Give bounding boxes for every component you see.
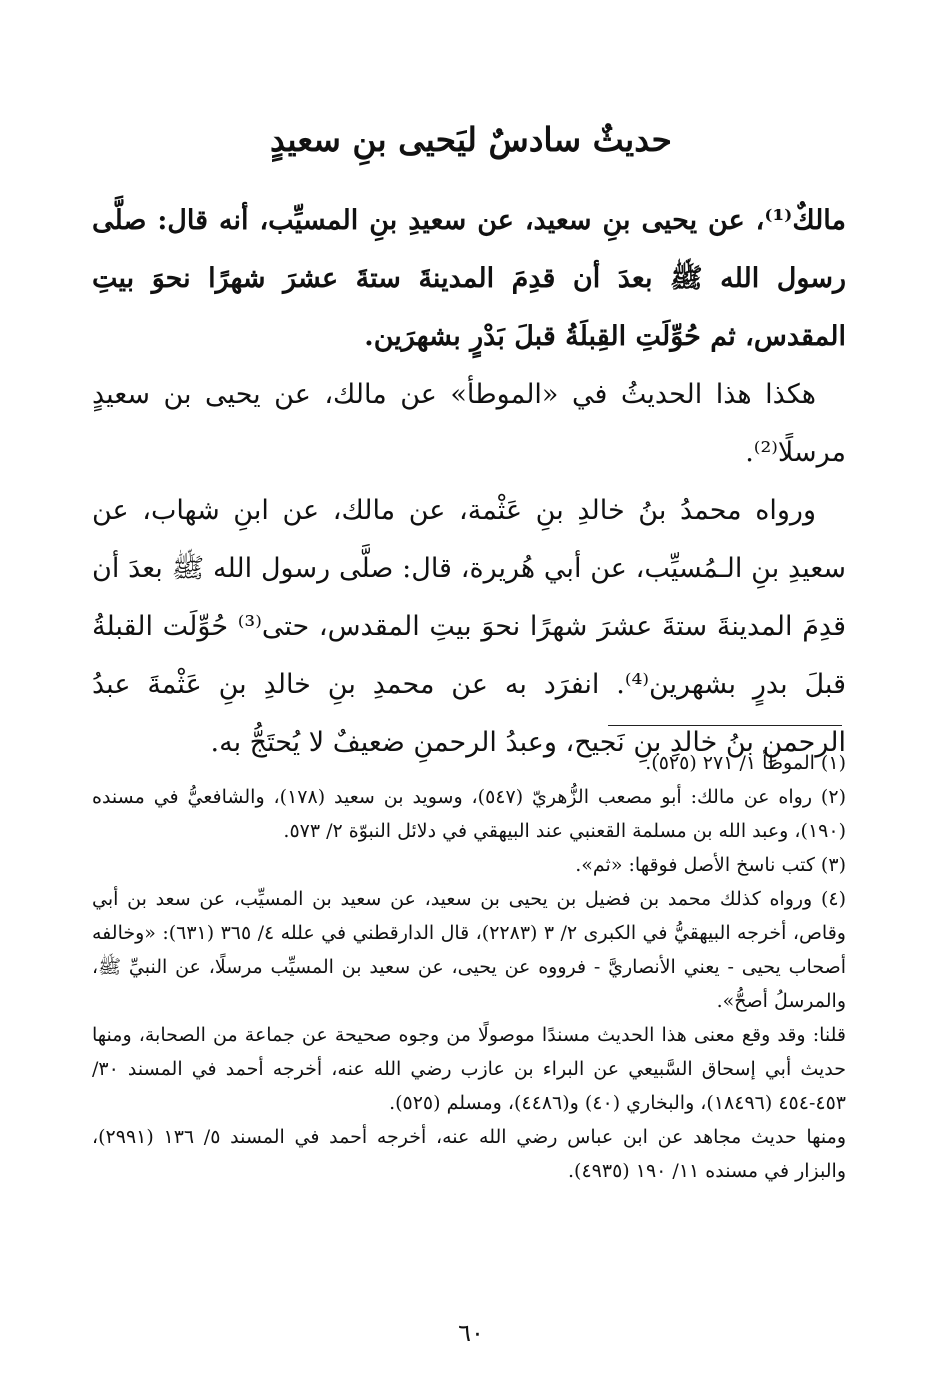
footnote-continuation: ومنها حديث مجاهد عن ابن عباس رضي الله عنه، أخرجه أحمد في المسند ٥/ ١٣٦ (٢٩٩١)، والبزار في مسنده ١١/ ١٩٠ (٤٩٣٥).: [92, 1126, 846, 1182]
main-text: [92, 192, 846, 772]
footnote-1: (١) الموطأ ١/ ٢٧١ (٥٢٥).: [645, 752, 846, 774]
commentary-paragraph: هكذا هذا الحديثُ في «الموطأ» عن مالك، عن يحيى بن سعيدٍ مرسلًا⁽²⁾.: [92, 379, 846, 468]
footnote-divider: [608, 725, 842, 726]
footnote-2: (٢) رواه عن مالك: أبو مصعب الزُّهريّ (٥٤٧)، وسويد بن سعيد (١٧٨)، والشافعيُّ في مسنده (١٩٠)، وعبد الله بن مسلمة القعنبي عند البيهقي في دلائل النبوّة ٢/ ٥٧٣.: [92, 786, 846, 842]
footnote-4: (٤) ورواه كذلك محمد بن فضيل بن يحيى بن سعيد، عن سعيد بن المسيِّب، عن سعد بن أبي وقاص، أخرجه البيهقيُّ في الكبرى ٢/ ٣ (٢٢٨٣)، قال الدارقطني في علله ٤/ ٣٦٥ (٦٣١): «وخالفه أصحاب يحيى - يعني الأنصاريَّ - فرووه عن يحيى، عن سعيد بن المسيِّب مرسلًا، عن النبيِّ ﷺ، والمرسلُ أصحُّ».: [92, 888, 846, 1012]
page-number: ٦٠: [458, 1319, 484, 1347]
footnote-3: (٣) كتب ناسخ الأصل فوقها: «ثم».: [575, 854, 846, 876]
section-title: حديثٌ سادسٌ ليَحيى بنِ سعيدٍ: [270, 120, 672, 159]
footnotes-section: [92, 746, 846, 1188]
footnote-continuation: قلنا: وقد وقع معنى هذا الحديث مسندًا موصولًا من وجوه صحيحة عن جماعة من الصحابة، ومنها حديث أبي إسحاق السَّبيعي عن البراء بن عازب رضي الله عنه، أخرجه أحمد في المسند ٣٠/ ٤٥٣-٤٥٤ (١٨٤٩٦)، والبخاري (٤٠) و(٤٤٨٦)، ومسلم (٥٢٥).: [92, 1024, 846, 1114]
hadith-text: مالكٌ⁽¹⁾، عن يحيى بنِ سعيد، عن سعيدِ بنِ المسيِّب، أنه قال: صلَّى رسول الله ﷺ بعدَ أن قدِمَ المدينةَ ستةَ عشرَ شهرًا نحوَ بيتِ المقدس، ثم حُوِّلَتِ القِبلَةُ قبلَ بَدْرٍ بشهرَين.: [92, 205, 846, 352]
commentary-paragraph: ورواه محمدُ بنُ خالدِ بنِ عَثْمة، عن مالك، عن ابنِ شهاب، عن سعيدِ بنِ الـمُسيِّب، عن أبي هُريرة، قال: صلَّى رسول الله ﷺ بعدَ أن قدِمَ المدينةَ ستةَ عشرَ شهرًا نحوَ بيتِ المقدس، حتى⁽³⁾ حُوِّلَت القبلةُ قبلَ بدرٍ بشهرين⁽⁴⁾. انفرَد به عن محمدِ بنِ خالدِ بنِ عَثْمةَ عبدُ الرحمنِ بنُ خالدِ بنِ نَجيح، وعبدُ الرحمنِ ضعيفٌ لا يُحتَجُّ به.: [92, 495, 846, 758]
